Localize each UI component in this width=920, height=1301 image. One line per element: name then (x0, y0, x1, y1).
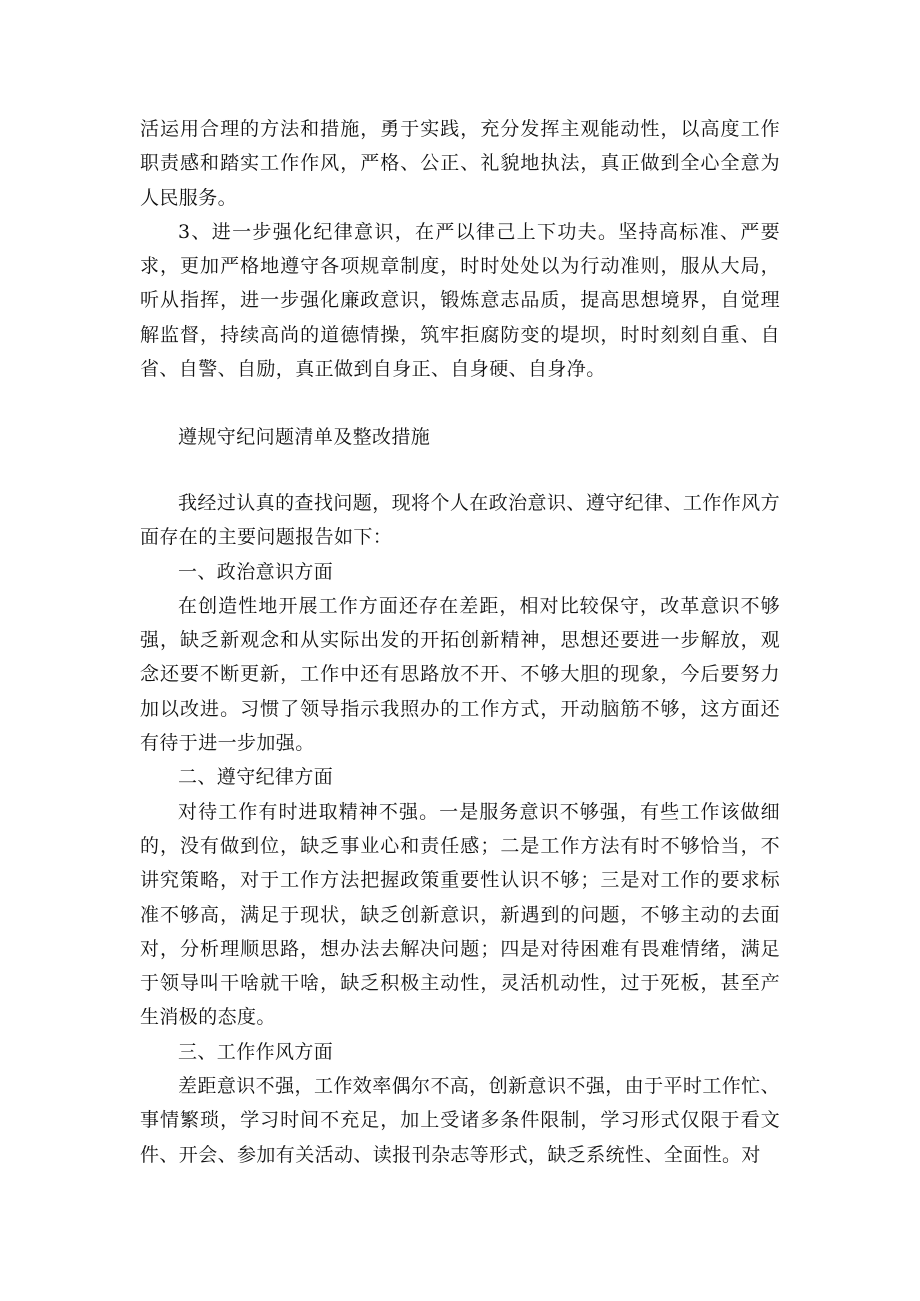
document-title: 遵规守纪问题清单及整改措施 (178, 426, 431, 448)
continuation-paragraph: 活运用合理的方法和措施，勇于实践，充分发挥主观能动性，以高度工作职责感和踏实工作作风，严格、公正、礼貌地执法，真正做到全心全意为人民服务。 (140, 118, 780, 209)
top-section (140, 112, 780, 386)
point-3-paragraph: 3、进一步强化纪律意识，在严以律己上下功夫。坚持高标准、严要求，更加严格地遵守各项规章制度，时时处处以为行动准则，服从大局，听从指挥，进一步强化廉政意识，锻炼意志品质，提高思想境界，自觉理解监督，持续高尚的道德情操，筑牢拒腐防变的堤坝，时时刻刻自重、自省、自警、自励，真正做到自身正、自身硬、自身净。 (140, 220, 780, 381)
section-3-heading: 三、工作作风方面 (178, 1040, 334, 1063)
section-2-heading: 二、遵守纪律方面 (178, 766, 334, 789)
section-1-heading: 一、政治意识方面 (178, 560, 334, 583)
intro-paragraph: 我经过认真的查找问题，现将个人在政治意识、遵守纪律、工作作风方面存在的主要问题报告如下： (140, 492, 780, 549)
section-1-paragraph: 在创造性地开展工作方面还存在差距，相对比较保守，改革意识不够强，缺乏新观念和从实际出发的开拓创新精神，思想还要进一步解放，观念还要不断更新，工作中还有思路放不开、不够大胆的现象，今后要努力加以改进。习惯了领导指示我照办的工作方式，开动脑筋不够，这方面还有待于进一步加强。 (140, 594, 780, 755)
section-3-paragraph: 差距意识不强，工作效率偶尔不高，创新意识不强，由于平时工作忙、事情繁琐，学习时间不充足，加上受诸多条件限制，学习形式仅限于看文件、开会、参加有关活动、读报刊杂志等形式，缺乏系统性、全面性。对 (140, 1075, 780, 1166)
section-2-paragraph: 对待工作有时进取精神不强。一是服务意识不够强，有些工作该做细的，没有做到位，缺乏事业心和责任感；二是工作方法有时不够恰当，不讲究策略，对于工作方法把握政策重要性认识不够；三是对工作的要求标准不够高，满足于现状，缺乏创新意识，新遇到的问题，不够主动的去面对，分析理顺思路，想办法去解决问题；四是对待困难有畏难情绪，满足于领导叫干啥就干啥，缺乏积极主动性，灵活机动性，过于死板，甚至产生消极的态度。 (140, 800, 780, 1029)
report-body (140, 486, 780, 1172)
